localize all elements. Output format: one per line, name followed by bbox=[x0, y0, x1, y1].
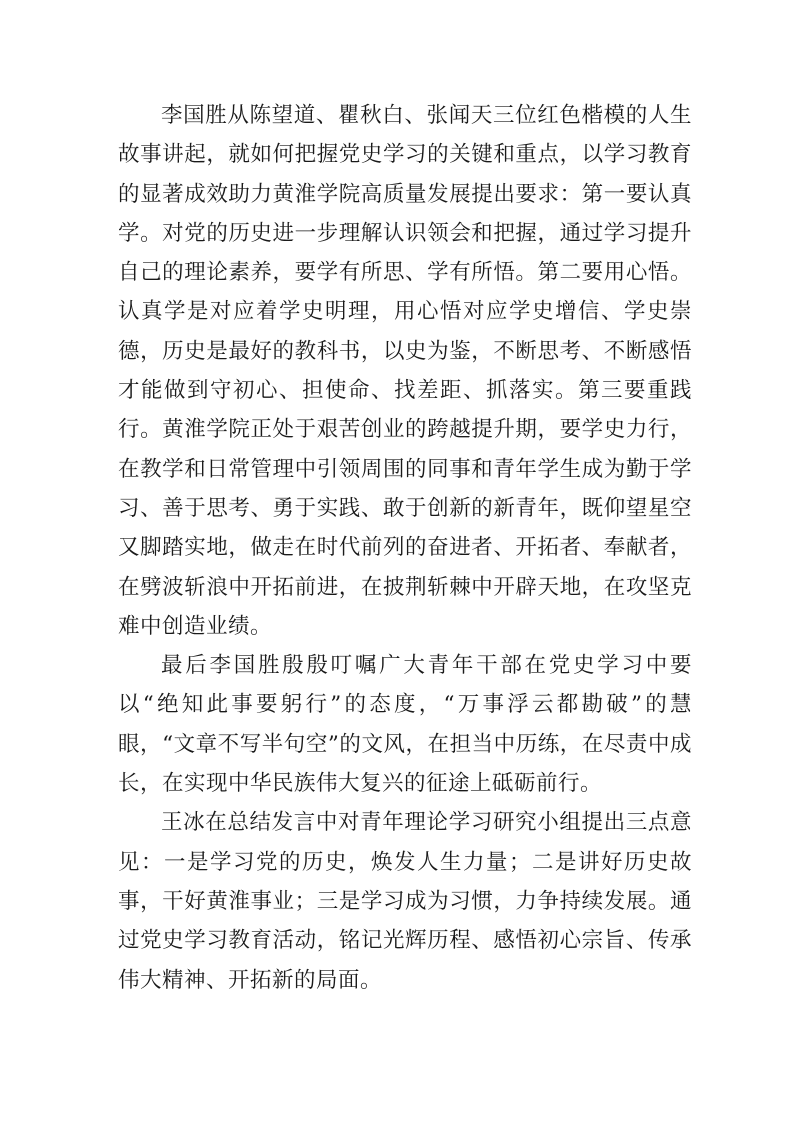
paragraph-2: 最后李国胜殷殷叮嘱广大青年干部在党史学习中要以“绝知此事要躬行”的态度，“万事浮云都勘破”的慧眼，“文章不写半句空”的文风，在担当中历练，在尽责中成长，在实现中华民族伟大复兴的征途上砥砺前行。 bbox=[118, 653, 692, 797]
document-body bbox=[118, 96, 692, 1000]
paragraph-3: 王冰在总结发言中对青年理论学习研究小组提出三点意见：一是学习党的历史，焕发人生力量；二是讲好历史故事，干好黄淮事业；三是学习成为习惯，力争持续发展。通过党史学习教育活动，铭记光辉历程、感悟初心宗旨、传承伟大精神、开拓新的局面。 bbox=[118, 810, 692, 993]
paragraph-1: 李国胜从陈望道、瞿秋白、张闻天三位红色楷模的人生故事讲起，就如何把握党史学习的关键和重点，以学习教育的显著成效助力黄淮学院高质量发展提出要求：第一要认真学。对党的历史进一步理解认识领会和把握，通过学习提升自己的理论素养，要学有所思、学有所悟。第二要用心悟。认真学是对应着学史明理，用心悟对应学史增信、学史崇德，历史是最好的教科书，以史为鉴，不断思考、不断感悟才能做到守初心、担使命、找差距、抓落实。第三要重践行。黄淮学院正处于艰苦创业的跨越提升期，要学史力行，在教学和日常管理中引领周围的同事和青年学生成为勤于学习、善于思考、勇于实践、敢于创新的新青年，既仰望星空又脚踏实地，做走在时代前列的奋进者、开拓者、奉献者，在劈波斩浪中开拓前进，在披荆斩棘中开辟天地，在攻坚克难中创造业绩。 bbox=[118, 103, 692, 639]
